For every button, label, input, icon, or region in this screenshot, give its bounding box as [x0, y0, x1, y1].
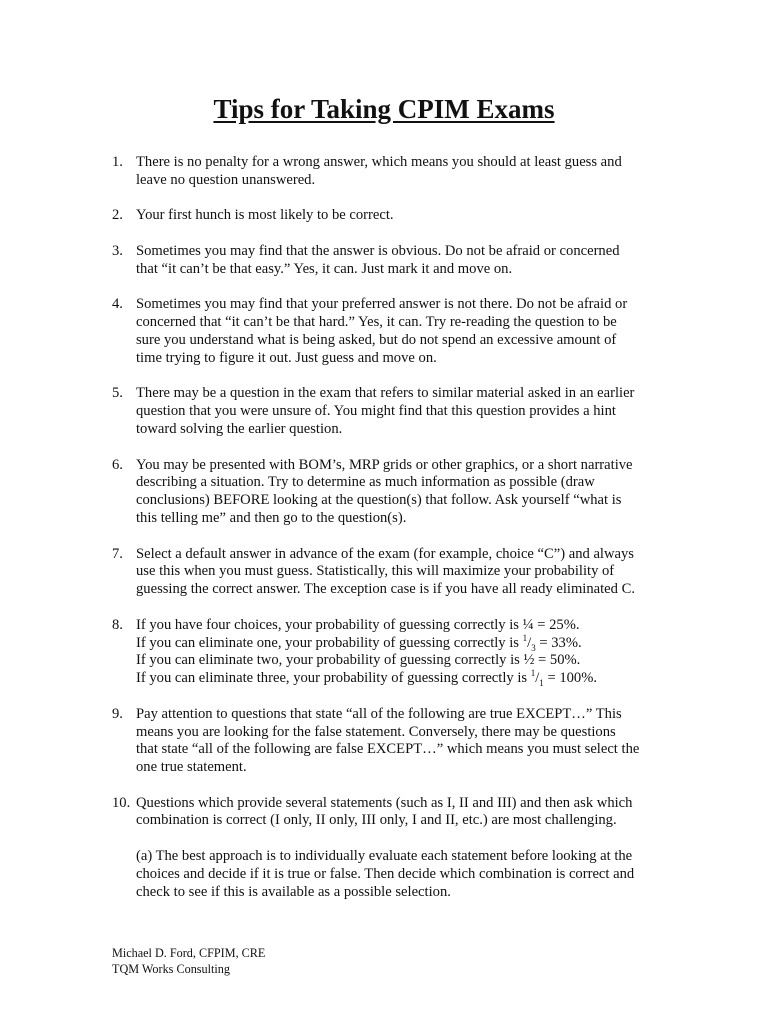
tip-number: 2. [112, 207, 123, 224]
tip-item [112, 385, 660, 438]
tip-item [112, 706, 660, 777]
tip-number: 3. [112, 242, 123, 259]
tip-line: Sometimes you may find that the answer is obvious. Do not be afraid or concerned [136, 242, 620, 259]
tip-text [136, 385, 660, 438]
tips-list [112, 154, 660, 919]
tip-text [136, 296, 660, 367]
tip-line: combination is correct (I only, II only, III only, I and II, etc.) are most challenging. [136, 812, 617, 829]
tip-text [136, 795, 660, 902]
tip-line: If you have four choices, your probability of guessing correctly is ¼ = 25%. [136, 616, 580, 633]
footer [112, 946, 265, 977]
tip-number: 1. [112, 154, 123, 170]
tip-line: Sometimes you may find that your preferred answer is not there. Do not be afraid or [136, 296, 628, 313]
tip-line: leave no question unanswered. [136, 171, 316, 188]
tip-number: 7. [112, 545, 123, 562]
tip-line: this telling me” and then go to the question(s). [136, 509, 407, 526]
tip-line: There is no penalty for a wrong answer, which means you should at least guess and [136, 154, 622, 170]
tip-item [112, 154, 660, 190]
tip-line: check to see if this is available as a possible selection. [136, 883, 451, 900]
tip-text [136, 207, 660, 225]
tip-line: describing a situation. Try to determine as much information as possible (draw [136, 474, 595, 491]
tip-item [112, 207, 660, 225]
tip-item [112, 546, 660, 599]
tip-line: means you are looking for the false statement. Conversely, there may be questions [136, 723, 616, 740]
tip-number: 5. [112, 385, 123, 402]
fraction-slash: / [535, 670, 540, 687]
tip-line [136, 670, 660, 688]
tip-line-text: = 33%. [535, 634, 582, 651]
tip-line: Your first hunch is most likely to be correct. [136, 207, 394, 224]
tip-line: You may be presented with BOM’s, MRP grids or other graphics, or a short narrative [136, 456, 633, 473]
tip-subparagraph [136, 848, 660, 901]
tip-item [112, 795, 660, 902]
footer-company: TQM Works Consulting [112, 961, 230, 976]
tip-line: choices and decide if it is true or false. Then decide which combination is correct and [136, 865, 635, 882]
tip-line: use this when you must guess. Statistically, this will maximize your probability of [136, 563, 615, 580]
tip-line: concerned that “it can’t be that hard.” Yes, it can. Try re-reading the question to be [136, 314, 617, 331]
tip-item [112, 243, 660, 279]
tip-text [136, 154, 660, 190]
tip-line: that “it can’t be that easy.” Yes, it can. Just mark it and move on. [136, 260, 513, 277]
tip-text [136, 617, 660, 688]
tip-line: toward solving the earlier question. [136, 420, 343, 437]
tip-number: 10. [112, 794, 131, 811]
tip-text [136, 546, 660, 599]
tip-text [136, 243, 660, 279]
tip-line-text: If you can eliminate one, your probability of guessing correctly is [136, 634, 523, 651]
footer-author: Michael D. Ford, CFPIM, CRE [112, 946, 266, 960]
tip-item [112, 617, 660, 688]
tip-line-text: = 100%. [543, 670, 598, 687]
fraction-numerator: 1 [530, 668, 536, 679]
tip-line: Questions which provide several statements (such as I, II and III) and then ask which [136, 794, 633, 811]
fraction-slash: / [527, 634, 532, 651]
tip-item [112, 457, 660, 528]
tip-line: guessing the correct answer. The exception case is if you have all ready eliminated C. [136, 581, 635, 598]
fraction-numerator: 1 [522, 632, 528, 643]
tip-line: Pay attention to questions that state “all of the following are true EXCEPT…” This [136, 705, 622, 722]
fraction-denominator: 3 [531, 642, 536, 653]
fraction-denominator: 1 [539, 678, 544, 689]
tip-line: Select a default answer in advance of the exam (for example, choice “C”) and always [136, 545, 634, 562]
tip-item [112, 296, 660, 367]
page-title: Tips for Taking CPIM Exams [213, 94, 555, 124]
tip-line [136, 632, 660, 653]
tip-line: conclusions) BEFORE looking at the question(s) that follow. Ask yourself “what is [136, 492, 622, 509]
tip-line: There may be a question in the exam that refers to similar material asked in an earlier [136, 385, 635, 402]
tip-number: 8. [112, 616, 123, 633]
tip-number: 4. [112, 296, 123, 313]
tip-line: question that you were unsure of. You might find that this question provides a hint [136, 403, 616, 420]
tip-text [136, 706, 660, 777]
tip-line: that state “all of the following are false EXCEPT…” which means you must select the [136, 741, 640, 758]
tip-text [136, 457, 660, 528]
tip-line: If you can eliminate two, your probability of guessing correctly is ½ = 50%. [136, 652, 581, 669]
tip-line: time trying to figure it out. Just guess and move on. [136, 349, 437, 366]
tip-number: 9. [112, 705, 123, 722]
tip-line-text: If you can eliminate three, your probability of guessing correctly is [136, 670, 531, 687]
tip-line: one true statement. [136, 759, 247, 776]
tip-line: (a) The best approach is to individually evaluate each statement before looking at the [136, 848, 633, 865]
tip-line: sure you understand what is being asked, but do not spend an excessive amount of [136, 331, 617, 348]
tip-number: 6. [112, 456, 123, 473]
